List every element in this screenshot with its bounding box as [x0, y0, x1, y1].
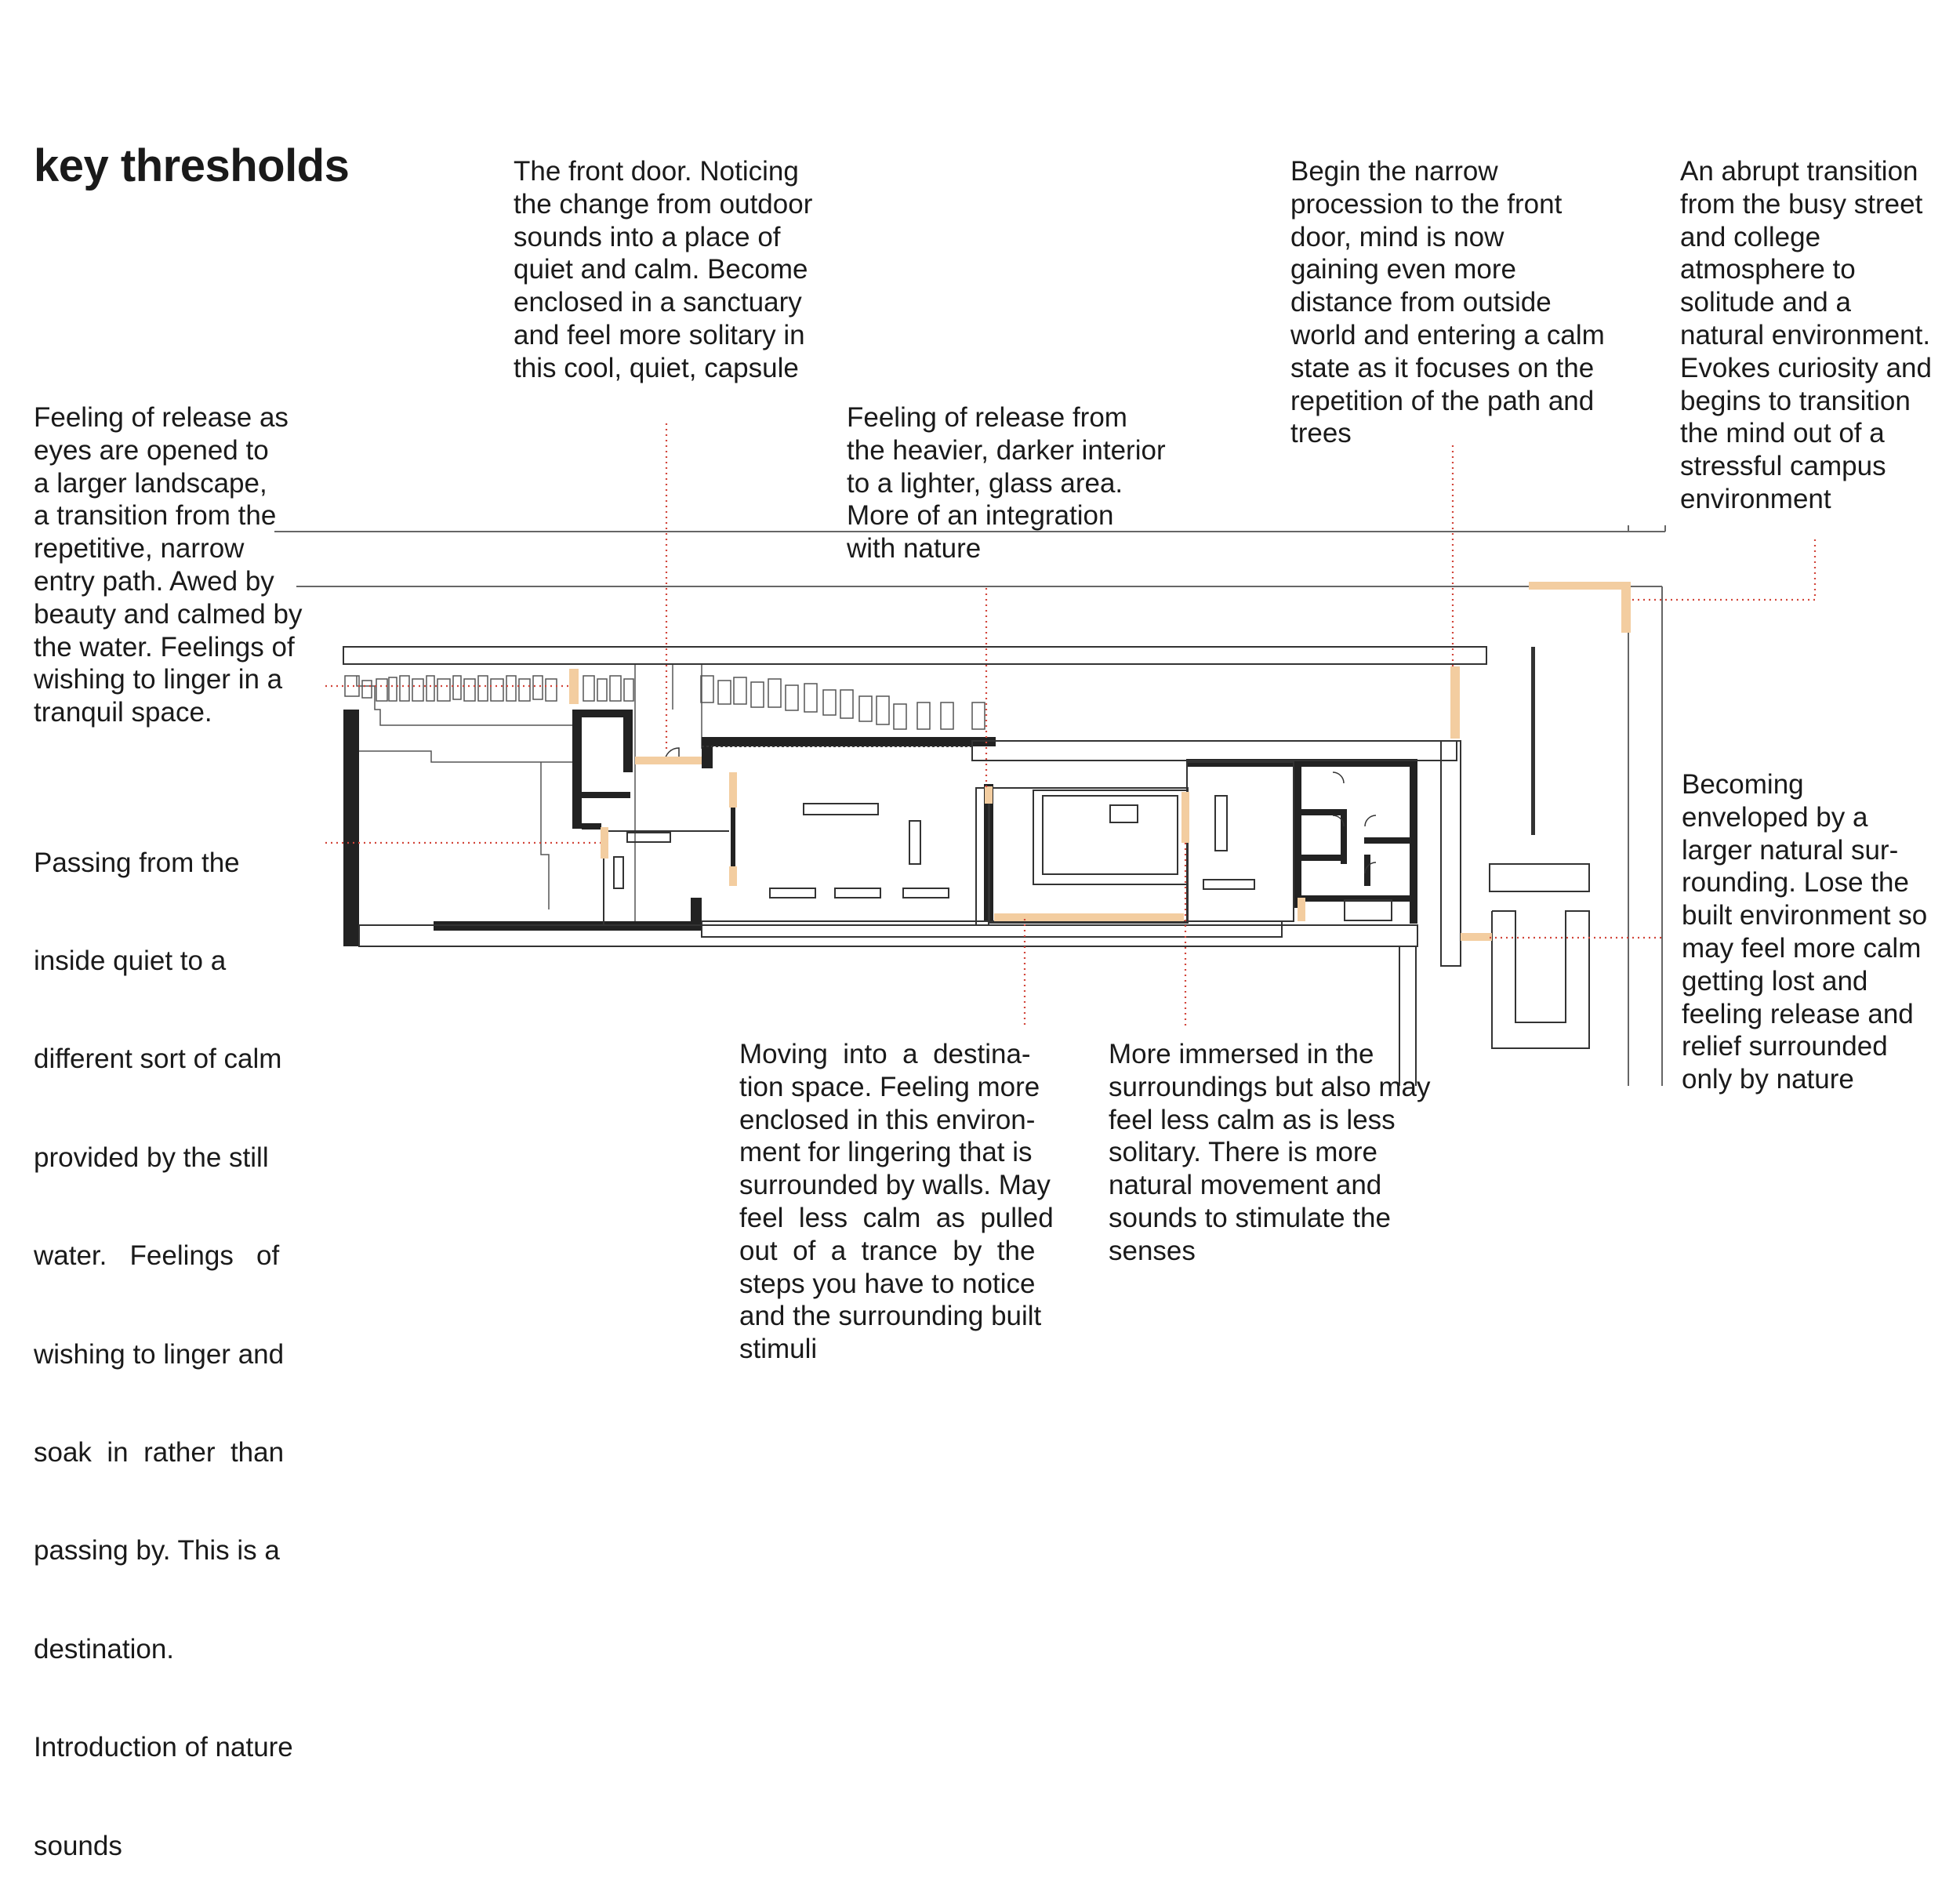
tree [859, 696, 872, 721]
annotation-line: relief surrounded [1682, 1031, 1888, 1062]
annotation-line: feel less calm as pulled [739, 1202, 1054, 1233]
annotation-line: a transition from the [34, 500, 277, 532]
annotation-line: environment [1680, 483, 1831, 514]
service-wall [1294, 809, 1345, 815]
tree [734, 677, 746, 704]
tree [478, 676, 488, 701]
annotation-line: the change from outdoor [514, 188, 813, 220]
leader-lines [325, 423, 1815, 1026]
furniture [1110, 805, 1138, 822]
tree [519, 679, 530, 701]
annotation-line: and feel more solitary in [514, 319, 805, 350]
annotation-line: Moving into a destina- [739, 1039, 1031, 1069]
annotation-line: the mind out of a [1680, 418, 1885, 449]
service-wall [1294, 855, 1345, 861]
annotation-line: getting lost and [1682, 965, 1868, 997]
threshold-water [601, 827, 608, 859]
annotation-line: state as it focuses on the [1290, 352, 1595, 383]
tree [453, 676, 461, 699]
threshold-courtyard [1181, 792, 1189, 843]
entry-wall [572, 710, 582, 829]
annotation-line: door, mind is now [1290, 221, 1504, 252]
threshold-living [729, 772, 737, 808]
annotation-line: provided by the still [34, 1142, 269, 1173]
west-wall [343, 710, 359, 946]
tree [840, 690, 853, 718]
furniture [1203, 880, 1254, 889]
annotation-line: feel less calm as is less [1109, 1104, 1396, 1135]
threshold-front-door [635, 757, 702, 764]
door-swing [1365, 815, 1376, 826]
annotation-line: More of an integration [847, 500, 1114, 532]
annotation-line: begins to transition [1680, 385, 1911, 416]
entry-wall [582, 792, 630, 798]
tree [877, 696, 889, 724]
annotation-line: procession to the front [1290, 188, 1563, 220]
annotation-line: this cool, quiet, capsule [514, 352, 799, 383]
annotation-line: repetitive, narrow [34, 533, 245, 565]
annotation-line: Begin the narrow [1290, 156, 1498, 187]
annotation-line: tranquil space. [34, 697, 212, 728]
annotation-line: Evokes curiosity and [1680, 352, 1932, 383]
service-column [1441, 741, 1461, 966]
annotation-line: Becoming [1682, 769, 1804, 800]
canopy [343, 647, 1486, 664]
stair [1345, 900, 1392, 920]
furniture [627, 833, 670, 842]
tree [804, 684, 817, 712]
annotation-line: soak in rather than [34, 1436, 285, 1468]
tree [718, 681, 731, 704]
annotation-line: sounds [34, 1830, 122, 1861]
annotation-line: a larger landscape, [34, 467, 267, 499]
tree-row [345, 676, 985, 729]
tree [583, 676, 594, 701]
tree [701, 676, 713, 702]
heavy-walls [343, 710, 1417, 946]
annotation-line: An abrupt transition [1680, 156, 1918, 187]
furniture [909, 821, 920, 864]
furniture [804, 804, 878, 815]
annotation-line: larger natural sur- [1682, 834, 1899, 866]
leader-abrupt-transition [1631, 539, 1815, 600]
annotation-line: distance from outside [1290, 287, 1552, 318]
annotation-line: enclosed in a sanctuary [514, 287, 802, 318]
annotation-line: natural movement and [1109, 1170, 1382, 1201]
furniture [835, 888, 880, 898]
annotation-line: from the busy street [1680, 188, 1923, 220]
threshold-service [1298, 898, 1305, 921]
annotation-line: tion space. Feeling more [739, 1071, 1040, 1102]
annotation-line: surrounded by walls. May [739, 1170, 1051, 1201]
furniture [903, 888, 949, 898]
annotation-line: feeling release and [1682, 998, 1914, 1029]
light-walls [359, 741, 1589, 1086]
annotation-line: enveloped by a [1682, 801, 1868, 833]
tree [491, 679, 503, 701]
tree [597, 679, 607, 701]
annotation-line: passing by. This is a [34, 1535, 280, 1566]
annotation-line: sounds to stimulate the [1109, 1202, 1391, 1233]
tree [917, 702, 930, 729]
threshold-procession [1450, 666, 1460, 739]
service-wall [1410, 759, 1417, 924]
annotation-line: built environment so [1682, 900, 1928, 931]
annotation-line: repetition of the path and [1290, 385, 1595, 416]
terrace-outline [541, 762, 549, 909]
tree [610, 676, 621, 701]
tree [941, 702, 953, 729]
annotation-line: beauty and calmed by [34, 598, 303, 630]
annotation-line: entry path. Awed by [34, 565, 274, 597]
annotation-line: the water. Feelings of [34, 631, 295, 663]
tree [768, 679, 781, 707]
annotation-line: sounds into a place of [514, 221, 781, 252]
annotation-line: stimuli [739, 1334, 818, 1365]
tree [464, 679, 475, 701]
tree [972, 702, 985, 729]
north-terrace [972, 741, 1457, 761]
service-wall [1294, 759, 1301, 908]
threshold-nature [1461, 933, 1492, 941]
annotation-line: inside quiet to a [34, 945, 227, 976]
annotation-line: rounding. Lose the [1682, 867, 1909, 898]
tree [506, 676, 516, 701]
entry-wall [582, 823, 601, 830]
annotation-line: gaining even more [1290, 254, 1516, 285]
annotation-line: out of a trance by the [739, 1235, 1036, 1266]
furniture [614, 857, 623, 888]
annotation-line: stressful campus [1680, 451, 1886, 482]
annotation-line: The front door. Noticing [514, 156, 799, 187]
annotation-line: quiet and calm. Become [514, 254, 808, 285]
fence [1531, 647, 1535, 835]
tree [437, 679, 450, 701]
threshold-landscape [569, 669, 579, 704]
bedroom [1187, 762, 1294, 921]
main-wall-north [702, 737, 996, 746]
threshold-glass [985, 786, 993, 804]
annotation-line: different sort of calm [34, 1044, 282, 1075]
threshold-street [1529, 582, 1631, 590]
annotation-line: only by nature [1682, 1064, 1854, 1095]
page-title: key thresholds [34, 140, 350, 191]
tree [376, 679, 387, 701]
west-landscape [357, 665, 702, 925]
threshold-courtyard [994, 913, 1184, 921]
annotation-line: senses [1109, 1235, 1196, 1266]
bench [1490, 864, 1589, 891]
annotation-line: ment for lingering that is [739, 1137, 1033, 1168]
annotation-line: and the surrounding built [739, 1301, 1042, 1332]
annotation-line: Passing from the [34, 847, 240, 878]
tree [751, 682, 764, 707]
tree [412, 679, 423, 701]
door-swing [1333, 772, 1344, 783]
tree [624, 679, 633, 701]
main-wall-north [702, 737, 713, 768]
annotation-line: with nature [847, 533, 982, 565]
planter [1492, 911, 1589, 1048]
annotation-line: enclosed in this environ- [739, 1104, 1036, 1135]
annotation-line: destination. [34, 1633, 175, 1664]
annotation-line: trees [1290, 418, 1352, 449]
furniture [1215, 796, 1227, 851]
annotation-line: steps you have to notice [739, 1268, 1036, 1299]
tree [533, 676, 543, 699]
service-wall [1341, 809, 1347, 864]
tree [823, 690, 836, 715]
entry-wall [572, 710, 631, 717]
annotation-line: Feeling of release as [34, 402, 289, 433]
annotation-line: solitude and a [1680, 287, 1851, 318]
annotation-line: Introduction of nature [34, 1732, 293, 1763]
annotation-line: world and entering a calm [1290, 319, 1605, 350]
annotation-line: and college [1680, 221, 1821, 252]
tree [400, 676, 409, 701]
tree [786, 685, 798, 710]
tree [894, 704, 906, 729]
threshold-street [1621, 582, 1631, 633]
tree [546, 679, 557, 701]
annotation-line: More immersed in the [1109, 1039, 1374, 1069]
tree [389, 677, 397, 701]
annotation-line: solitary. There is more [1109, 1137, 1377, 1168]
annotation-line: surroundings but also may [1109, 1071, 1431, 1102]
tree [426, 676, 434, 701]
tree [362, 681, 372, 698]
annotation-line: Feeling of release from [847, 402, 1127, 433]
annotation-line: water. Feelings of [34, 1240, 280, 1272]
annotation-line: atmosphere to [1680, 254, 1856, 285]
annotation-line: natural environment. [1680, 319, 1931, 350]
site-lines [274, 525, 1665, 1086]
terrace-outline [357, 751, 576, 762]
threshold-living [729, 866, 737, 886]
courtyard [989, 788, 1188, 923]
entry-wall [623, 710, 633, 772]
furniture [770, 888, 815, 898]
annotation-line: may feel more calm [1682, 932, 1922, 964]
annotation-line: to a lighter, glass area. [847, 467, 1123, 499]
annotation-line: eyes are opened to [34, 434, 269, 466]
annotation-line: wishing to linger in a [34, 664, 283, 695]
service-wall [1364, 837, 1410, 844]
annotation-line: wishing to linger and [34, 1338, 285, 1370]
annotation-line: the heavier, darker interior [847, 434, 1166, 466]
